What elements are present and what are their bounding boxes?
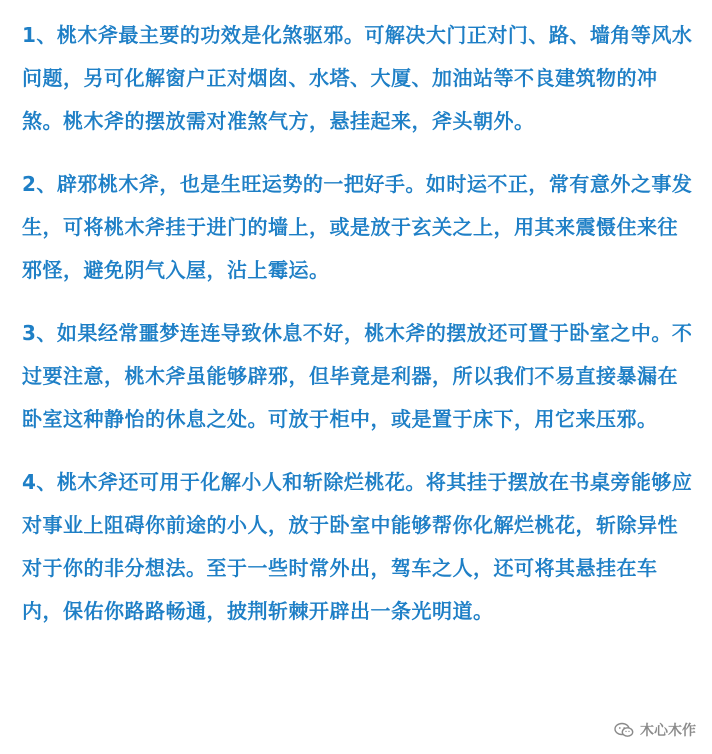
paragraph-4: 4、桃木斧还可用于化解小人和斩除烂桃花。将其挂于摆放在书桌旁能够应对事业上阻碍你前途的小人，放于卧室中能够帮你化解烂桃花，斩除异性对于你的非分想法。至于一些时常外出，驾车之人，还可将其悬挂在车内，保佑你路路畅通，披荆斩棘开辟出一条光明道。	[22, 470, 693, 623]
wechat-icon	[614, 722, 634, 738]
paragraph-1: 1、桃木斧最主要的功效是化煞驱邪。可解决大门正对门、路、墙角等风水问题，另可化解窗户正对烟囱、水塔、大厦、加油站等不良建筑物的冲煞。桃木斧的摆放需对准煞气方，悬挂起来，斧头朝外。	[22, 23, 693, 133]
article-body	[22, 14, 694, 633]
paragraph-2: 2、辟邪桃木斧，也是生旺运势的一把好手。如时运不正，常有意外之事发生，可将桃木斧挂于进门的墙上，或是放于玄关之上，用其来震慑住来往邪怪，避免阴气入屋，沾上霉运。	[22, 172, 693, 282]
watermark-text: 木心木作	[640, 723, 696, 739]
paragraph-3: 3、如果经常噩梦连连导致休息不好，桃木斧的摆放还可置于卧室之中。不过要注意，桃木斧虽能够辟邪，但毕竟是利器，所以我们不易直接暴漏在卧室这种静怡的休息之处。可放于柜中，或是置于床下，用它来压邪。	[22, 321, 693, 431]
watermark	[614, 720, 696, 740]
